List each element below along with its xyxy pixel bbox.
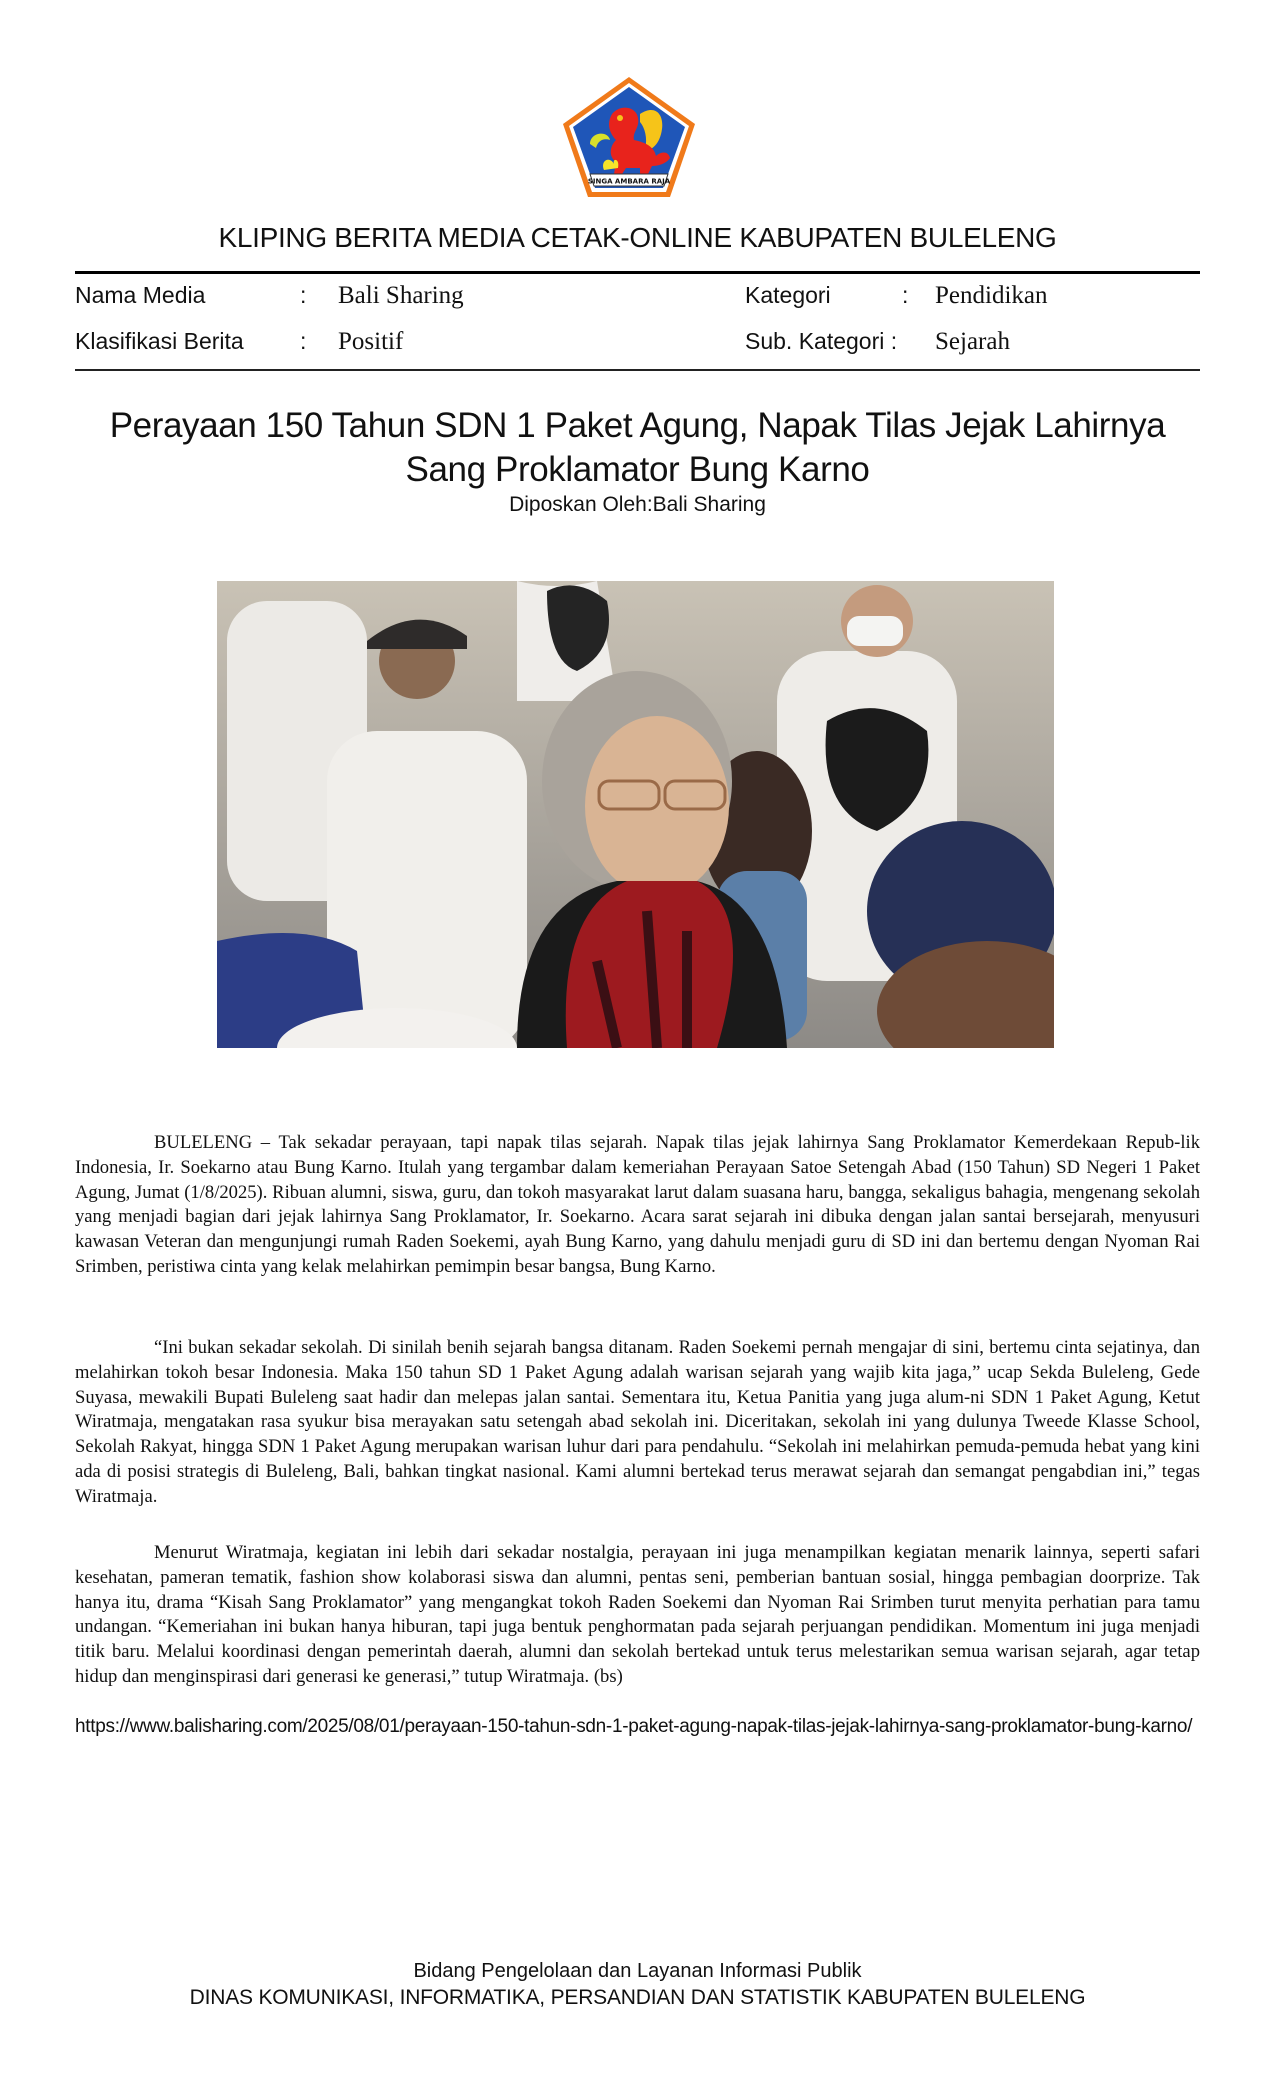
klasifikasi-value: Positif — [338, 328, 404, 355]
logo-motto-text: SINGA AMBARA RAJA — [587, 177, 671, 186]
klasifikasi-label: Klasifikasi Berita — [75, 328, 244, 354]
article-paragraph: “Ini bukan sekadar sekolah. Di sinilah benih sejarah bangsa ditanam. Raden Soekemi pernah mengajar di sini, bertemu cinta sejatinya, dan melahirkan tokoh besar Indonesia. Maka 150 tahun SD 1 Paket Agung adalah warisan sejarah yang wajib kita jaga,” ucap Sekda Buleleng, Gede Suyasa, mewakili Bupati Buleleng saat hadir dan melepas jalan santai. Sementara itu, Ketua Panitia yang juga alum-ni SDN 1 Paket Agung, Ketut Wiratmaja, mengatakan rasa syukur bisa merayakan satu setengah abad sekolah ini. Diceritakan, sekolah ini yang dulunya Tweede Klasse School, Sekolah Rakyat, hingga SDN 1 Paket Agung merupakan warisan luhur dari para pendahulu. “Sekolah ini melahirkan pemuda-pemuda hebat yang kini ada di posisi strategis di Buleleng, Bali, bahkan tingkat nasional. Kami alumni bertekad terus merawat sejarah dan semangat pengabdian ini,” tegas Wiratmaja. — [75, 1337, 1200, 1507]
header-divider-top — [75, 271, 1200, 274]
headline-line-2: Sang Proklamator Bung Karno — [405, 450, 870, 489]
source-url-link[interactable]: https://www.balisharing.com/2025/08/01/perayaan-150-tahun-sdn-1-paket-agung-napak-tilas-jejak-lahirnya-sang-proklamator-bung-karno/ — [75, 1716, 1193, 1737]
footer-division: Bidang Pengelolaan dan Layanan Informasi Publik — [413, 1960, 862, 1982]
klasifikasi-separator: : — [300, 328, 307, 354]
article-paragraph: Menurut Wiratmaja, kegiatan ini lebih dari sekadar nostalgia, perayaan ini juga menampilkan kegiatan menarik lainnya, seperti safari kesehatan, pameran tematik, fashion show kolaborasi siswa dan alumni, pentas seni, pemberian bantuan sosial, hingga pembagian doorprize. Tak hanya itu, drama “Kisah Sang Proklamator” yang mengangkat tokoh Raden Soekemi dan Nyoman Rai Srimben turut menyita perhatian para tamu undangan. “Kemeriahan ini bukan hanya hiburan, tapi juga bentuk penghormatan pada sejarah perjuangan pendidikan. Momentum ini juga menjadi titik baru. Melalui koordinasi dengan pemerintah daerah, alumni dan sekolah bertekad untuk terus melestarikan semua warisan sejarah, agar tetap hidup dan menginspirasi dari generasi ke generasi,” tutup Wiratmaja. (bs) — [75, 1542, 1200, 1687]
document-title: KLIPING BERITA MEDIA CETAK-ONLINE KABUPATEN BULELENG — [218, 222, 1057, 253]
footer-agency: DINAS KOMUNIKASI, INFORMATIKA, PERSANDIAN DAN STATISTIK KABUPATEN BULELENG — [189, 1986, 1086, 2009]
kategori-separator: : — [902, 282, 909, 308]
nama-media-value: Bali Sharing — [338, 282, 464, 309]
article-photo — [217, 581, 1054, 1048]
article-headline — [100, 404, 1175, 492]
kategori-value: Pendidikan — [935, 282, 1048, 309]
article-byline: Diposkan Oleh:Bali Sharing — [509, 493, 766, 516]
headline-line-1: Perayaan 150 Tahun SDN 1 Paket Agung, Napak Tilas Jejak Lahirnya — [109, 406, 1166, 445]
buleleng-emblem-logo — [560, 74, 698, 200]
sub-kategori-value: Sejarah — [935, 328, 1010, 355]
sub-kategori-label: Sub. Kategori : — [745, 328, 898, 354]
nama-media-label: Nama Media — [75, 282, 206, 308]
header-divider-bottom — [75, 369, 1200, 371]
article-paragraph: BULELENG – Tak sekadar perayaan, tapi napak tilas sejarah. Napak tilas jejak lahirnya Sang Proklamator Kemerdekaan Repub-lik Indonesia, Ir. Soekarno atau Bung Karno. Itulah yang tergambar dalam kemeriahan Perayaan Satoe Setengah Abad (150 Tahun) SD Negeri 1 Paket Agung, Jumat (1/8/2025). Ribuan alumni, siswa, guru, dan tokoh masyarakat larut dalam suasana haru, bangga, sekaligus bahagia, mengenang sekolah yang menjadi bagian dari jejak lahirnya Sang Proklamator, Ir. Soekarno. Acara sarat sejarah ini dibuka dengan jalan santai bersejarah, menyusuri kawasan Veteran dan mengunjungi rumah Raden Soekemi, ayah Bung Karno, yang dahulu menjadi guru di SD ini dan bertemu dengan Nyoman Rai Srimben, peristiwa cinta yang kelak melahirkan pemimpin besar bangsa, Bung Karno. — [75, 1132, 1200, 1277]
nama-media-separator: : — [300, 282, 307, 308]
kategori-label: Kategori — [745, 282, 831, 308]
